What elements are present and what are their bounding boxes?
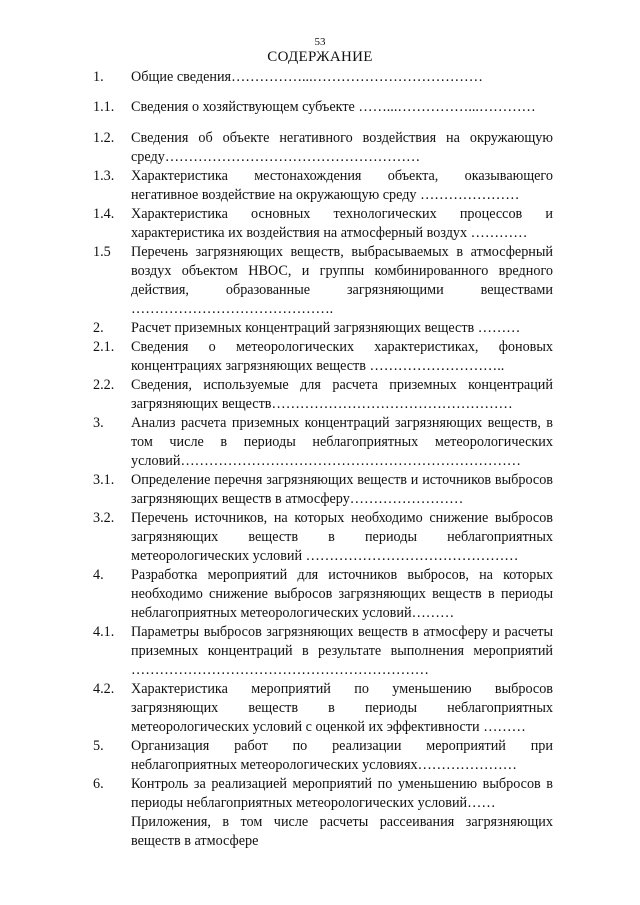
- toc-entry: [93, 205, 553, 243]
- toc-entry: [93, 129, 553, 167]
- toc-entry-number: 1.3.: [93, 168, 115, 184]
- toc-entry-number: 4.2.: [93, 681, 115, 697]
- toc-entry: [93, 338, 553, 376]
- toc-entry-number: 2.1.: [93, 339, 115, 355]
- toc-entry: [93, 376, 553, 414]
- toc-entry-number: 3.: [93, 415, 104, 431]
- toc-entry: [93, 68, 553, 87]
- toc-entry: [93, 167, 553, 205]
- toc-entry-number: 4.: [93, 567, 104, 583]
- table-of-contents: [93, 68, 553, 851]
- page-number: 53: [314, 36, 326, 48]
- toc-entry: [93, 509, 553, 566]
- toc-entry: [93, 98, 553, 117]
- toc-entry: [93, 623, 553, 680]
- toc-entry-number: 1.2.: [93, 130, 115, 146]
- toc-entry: [93, 775, 553, 813]
- toc-entry-text: Разработка мероприятий для источников выбросов, на которых необходимо снижение выбросов загрязняющих веществ в периоды неблагоприятных метеорологических условий………: [131, 567, 553, 621]
- toc-entry-text: Характеристика местонахождения объекта, оказывающего негативное воздействие на окружающую среду …………………: [131, 168, 553, 203]
- toc-entry-text: Контроль за реализацией мероприятий по уменьшению выбросов в периоды неблагоприятных метеорологических условий……: [131, 776, 553, 811]
- toc-entry: [93, 737, 553, 775]
- toc-appendix: Приложения, в том числе расчеты рассеивания загрязняющих веществ в атмосфере: [131, 814, 553, 849]
- toc-entry-text: Сведения об объекте негативного воздействия на окружающую среду………………………………………………: [131, 130, 553, 165]
- toc-entry-number: 3.2.: [93, 510, 115, 526]
- toc-entry-text: Сведения о хозяйствующем субъекте ……...……………...…………: [131, 99, 536, 115]
- toc-entry-number: 3.1.: [93, 472, 115, 488]
- toc-entry: [93, 566, 553, 623]
- toc-entry-number: 4.1.: [93, 624, 115, 640]
- toc-entry-text: Сведения о метеорологических характеристиках, фоновых концентрациях загрязняющих веществ ………………………..: [131, 339, 553, 374]
- toc-entry-text: Общие сведения……………...………………………………: [131, 69, 483, 85]
- toc-entry: [93, 319, 553, 338]
- toc-entry-number: 1.5: [93, 244, 111, 260]
- page-title: СОДЕРЖАНИЕ: [267, 49, 373, 65]
- toc-entry-text: Характеристика мероприятий по уменьшению выбросов загрязняющих веществ в периоды неблагоприятных метеорологических условий с оценкой их эффективности ………: [131, 681, 553, 735]
- toc-entry-text: Характеристика основных технологических процессов и характеристика их воздействия на атмосферный воздух …………: [131, 206, 553, 241]
- toc-entry-text: Перечень источников, на которых необходимо снижение выбросов загрязняющих веществ в периоды неблагоприятных метеорологических условий ………………………………………: [131, 510, 553, 564]
- toc-entry-number: 1.: [93, 69, 104, 85]
- toc-entry-text: Организация работ по реализации мероприятий при неблагоприятных метеорологических условиях…………………: [131, 738, 553, 773]
- toc-entry: [93, 680, 553, 737]
- toc-entry: [93, 243, 553, 319]
- toc-entry-number: 2.: [93, 320, 104, 336]
- toc-entry-number: 1.4.: [93, 206, 115, 222]
- toc-entry-text: Сведения, используемые для расчета приземных концентраций загрязняющих веществ……………………………………………: [131, 377, 553, 412]
- toc-entry: [93, 471, 553, 509]
- toc-entry-text: Параметры выбросов загрязняющих веществ в атмосферу и расчеты приземных концентраций в результате выполнения мероприятий ………………………………………………………: [131, 624, 553, 678]
- toc-entry-number: 2.2.: [93, 377, 115, 393]
- toc-entry-number: 5.: [93, 738, 104, 754]
- toc-entry-text: Определение перечня загрязняющих веществ и источников выбросов загрязняющих веществ в атмосферу……………………: [131, 472, 553, 507]
- toc-entry-number: 1.1.: [93, 99, 115, 115]
- toc-entry-text: Анализ расчета приземных концентраций загрязняющих веществ, в том числе в периоды неблагоприятных метеорологических условий………………………………………………………………: [131, 415, 553, 469]
- toc-entry-text: Расчет приземных концентраций загрязняющих веществ ………: [131, 320, 521, 336]
- toc-entry: [93, 414, 553, 471]
- toc-entry-number: 6.: [93, 776, 104, 792]
- toc-entry-text: Перечень загрязняющих веществ, выбрасываемых в атмосферный воздух объектом НВОС, и группы комбинированного вредного действия, образованные загрязняющими веществами …………………………………….: [131, 244, 553, 317]
